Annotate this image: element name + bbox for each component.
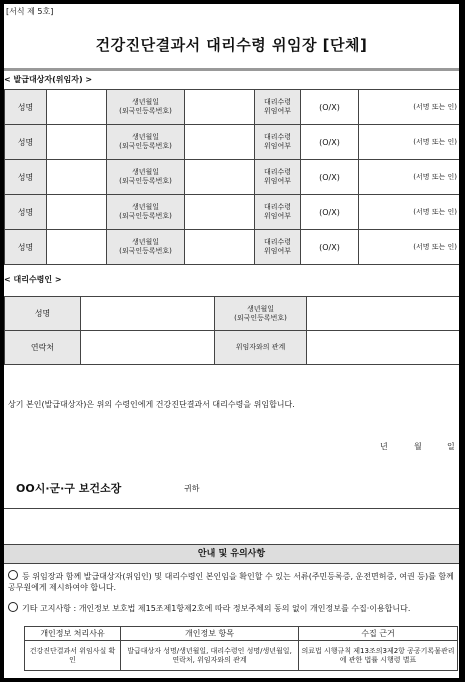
- page-title: 건강진단결과서 대리수령 위임장 [단체]: [95, 36, 368, 54]
- applicant-birth-label-text: 생년월일: [131, 133, 160, 141]
- notice-item-1: [8, 570, 456, 593]
- applicant-row: [5, 230, 460, 265]
- notice-item-2-text: 기타 고지사항 : 개인정보 보호법 제15조제1항제2호에 따라 정보주체의 동의 없이 개인정보를 수집·이용합니다.: [22, 604, 411, 613]
- applicant-birth-label: [107, 230, 185, 265]
- proxy-birth-label-text: 생년월일: [246, 304, 275, 313]
- applicant-proxy-label-text: 대리수령: [263, 133, 292, 141]
- applicant-birth-field[interactable]: [185, 195, 255, 230]
- proxy-name-field[interactable]: [81, 297, 215, 331]
- applicant-row: [5, 90, 460, 125]
- applicant-signature[interactable]: (서명 또는 인): [359, 230, 460, 265]
- proxy-table: [4, 296, 459, 365]
- applicant-proxy-label: [255, 195, 301, 230]
- proxy-birth-label: [215, 297, 307, 331]
- privacy-header-3: 수집 근거: [299, 627, 458, 641]
- applicant-name-field[interactable]: [47, 90, 107, 125]
- privacy-cell-1: 건강진단결과서 위임사실 확인: [25, 641, 121, 671]
- recipient-office: OO시·군·구 보건소장: [16, 482, 122, 495]
- notice-heading: 안내 및 유의사항: [4, 544, 459, 564]
- proxy-name-label: 성명: [5, 297, 81, 331]
- privacy-cell-2: 발급대상자 성명/생년월일, 대리수령인 성명/생년월일, 연락처, 위임자와의 관계: [121, 641, 299, 671]
- applicant-birth-label-text: 생년월일: [131, 168, 160, 176]
- privacy-table: [24, 626, 458, 671]
- applicant-signature[interactable]: (서명 또는 인): [359, 195, 460, 230]
- applicant-birth-label-text: 생년월일: [131, 238, 160, 246]
- date-day: 일: [447, 442, 455, 451]
- applicant-proxy-ox[interactable]: (O/X): [301, 90, 359, 125]
- applicant-proxy-ox[interactable]: (O/X): [301, 125, 359, 160]
- applicant-name-field[interactable]: [47, 160, 107, 195]
- proxy-heading: < 대리수령인 >: [4, 275, 62, 284]
- applicant-proxy-label-sub: 위임여부: [263, 177, 292, 185]
- applicant-signature[interactable]: (서명 또는 인): [359, 90, 460, 125]
- privacy-cell-3: 의료법 시행규칙 제13조의3제2항 공공기록물관리에 관한 법률 시행령 별표: [299, 641, 458, 671]
- proxy-birth-field[interactable]: [307, 297, 460, 331]
- proxy-relation-field[interactable]: [307, 331, 460, 365]
- applicant-birth-label-sub: (외국인등록번호): [119, 107, 172, 115]
- applicant-proxy-label-text: 대리수령: [263, 203, 292, 211]
- applicant-name-label: 성명: [5, 160, 47, 195]
- date-year: 년: [380, 442, 388, 451]
- applicant-birth-label: [107, 160, 185, 195]
- applicant-proxy-label-text: 대리수령: [263, 238, 292, 246]
- applicant-birth-label-sub: (외국인등록번호): [119, 212, 172, 220]
- applicant-proxy-label-text: 대리수령: [263, 168, 292, 176]
- section-divider: [4, 68, 459, 71]
- proxy-contact-field[interactable]: [81, 331, 215, 365]
- proxy-contact-label: 연락처: [5, 331, 81, 365]
- form-number: [서식 제 5호]: [6, 7, 54, 16]
- applicant-birth-field[interactable]: [185, 90, 255, 125]
- privacy-header-1: 개인정보 처리사유: [25, 627, 121, 641]
- bullet-circle-icon: [8, 602, 18, 612]
- applicant-proxy-ox[interactable]: (O/X): [301, 230, 359, 265]
- applicant-row: [5, 195, 460, 230]
- applicant-name-label: 성명: [5, 230, 47, 265]
- applicant-proxy-ox[interactable]: (O/X): [301, 160, 359, 195]
- applicant-proxy-label-sub: 위임여부: [263, 212, 292, 220]
- applicant-signature[interactable]: (서명 또는 인): [359, 160, 460, 195]
- applicant-name-field[interactable]: [47, 230, 107, 265]
- applicant-proxy-label-sub: 위임여부: [263, 107, 292, 115]
- divider: [4, 508, 459, 509]
- applicant-birth-label-sub: (외국인등록번호): [119, 177, 172, 185]
- applicant-proxy-label-text: 대리수령: [263, 98, 292, 106]
- applicant-birth-label: [107, 195, 185, 230]
- applicant-proxy-label-sub: 위임여부: [263, 142, 292, 150]
- bullet-circle-icon: [8, 570, 18, 580]
- applicant-birth-field[interactable]: [185, 125, 255, 160]
- delegation-form: [4, 4, 459, 678]
- applicant-row: [5, 125, 460, 160]
- applicant-proxy-label-sub: 위임여부: [263, 247, 292, 255]
- applicant-heading: < 발급대상자(위임자) >: [4, 75, 93, 84]
- applicant-name-field[interactable]: [47, 125, 107, 160]
- notice-item-2: [8, 602, 456, 614]
- applicant-name-field[interactable]: [47, 195, 107, 230]
- recipient-suffix: 귀하: [184, 484, 200, 493]
- applicant-proxy-label: [255, 230, 301, 265]
- applicant-birth-label: [107, 125, 185, 160]
- applicant-name-label: 성명: [5, 125, 47, 160]
- proxy-birth-label-sub: (외국인등록번호): [234, 313, 287, 322]
- applicant-birth-field[interactable]: [185, 230, 255, 265]
- applicant-row: [5, 160, 460, 195]
- applicant-birth-label-text: 생년월일: [131, 203, 160, 211]
- applicant-proxy-label: [255, 125, 301, 160]
- applicant-table: [4, 89, 459, 265]
- applicant-birth-label-sub: (외국인등록번호): [119, 142, 172, 150]
- applicant-name-label: 성명: [5, 195, 47, 230]
- applicant-proxy-label: [255, 160, 301, 195]
- applicant-proxy-ox[interactable]: (O/X): [301, 195, 359, 230]
- proxy-relation-label: 위임자와의 관계: [215, 331, 307, 365]
- applicant-birth-label-sub: (외국인등록번호): [119, 247, 172, 255]
- applicant-birth-label-text: 생년월일: [131, 98, 160, 106]
- applicant-signature[interactable]: (서명 또는 인): [359, 125, 460, 160]
- privacy-header-2: 개인정보 항목: [121, 627, 299, 641]
- applicant-birth-label: [107, 90, 185, 125]
- applicant-proxy-label: [255, 90, 301, 125]
- date-month: 월: [414, 442, 422, 451]
- applicant-birth-field[interactable]: [185, 160, 255, 195]
- delegation-statement: 상기 본인(발급대상자)은 위의 수령인에게 건강진단결과서 대리수령을 위임합니다.: [8, 400, 295, 409]
- notice-item-1-text: 등 위임장과 함께 발급대상자(위임인) 및 대리수령인 본인임을 확인할 수 있는 서류(주민등록증, 운전면허증, 여권 등)를 함께 공무원에게 제시하여야 합니다.: [8, 572, 454, 592]
- applicant-name-label: 성명: [5, 90, 47, 125]
